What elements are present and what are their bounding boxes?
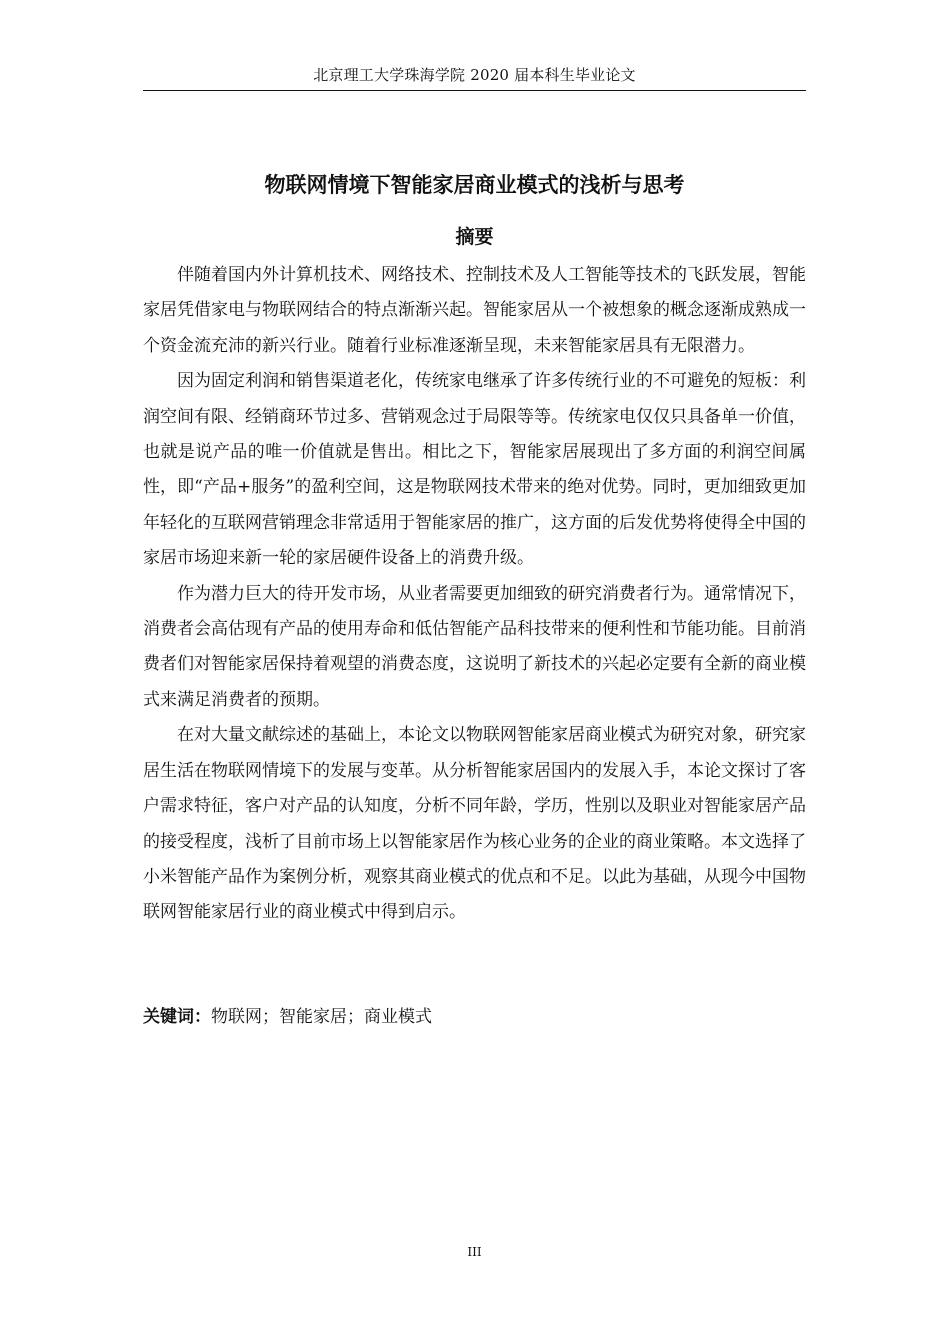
thesis-title: 物联网情境下智能家居商业模式的浅析与思考 [264,173,685,197]
keywords-value: 物联网；智能家居；商业模式 [211,1007,432,1027]
abstract-paragraph-4: 在对大量文献综述的基础上，本论文以物联网智能家居商业模式为研究对象，研究家居生活在物联网情境下的发展与变革。从分析智能家居国内的发展入手，本论文探讨了客户需求特征，客户对产品的认知度，分析不同年龄，学历，性别以及职业对智能家居产品的接受程度，浅析了目前市场上以智能家居作为核心业务的企业的商业策略。本文选择了小米智能产品作为案例分析，观察其商业模式的优点和不足。以此为基础，从现今中国物联网智能家居行业的商业模式中得到启示。 [143,725,806,923]
abstract-body [143,258,806,931]
abstract-paragraph-3: 作为潜力巨大的待开发市场，从业者需要更加细致的研究消费者行为。通常情况下，消费者会高估现有产品的使用寿命和低估智能产品科技带来的便利性和节能功能。目前消费者们对智能家居保持着观望的消费态度，这说明了新技术的兴起必定要有全新的商业模式来满足消费者的预期。 [143,583,806,710]
keywords-line [143,1002,806,1032]
header-rule [143,90,806,91]
abstract-paragraph-2: 因为固定利润和销售渠道老化，传统家电继承了许多传统行业的不可避免的短板：利润空间有限、经销商环节过多、营销观念过于局限等等。传统家电仅仅只具备单一价值，也就是说产品的唯一价值就是售出。相比之下，智能家居展现出了多方面的利润空间属性，即“产品+服务”的盈利空间，这是物联网技术带来的绝对优势。同时，更加细致更加年轻化的互联网营销理念非常适用于智能家居的推广，这方面的后发优势将使得全中国的家居市场迎来新一轮的家居硬件设备上的消费升级。 [143,371,806,569]
abstract-heading: 摘要 [455,226,494,248]
abstract-paragraph-1: 伴随着国内外计算机技术、网络技术、控制技术及人工智能等技术的飞跃发展，智能家居凭借家电与物联网结合的特点渐渐兴起。智能家居从一个被想象的概念逐渐成熟成一个资金流充沛的新兴行业。随着行业标准逐渐呈现，未来智能家居具有无限潜力。 [143,265,806,356]
page-number: III [467,1245,482,1259]
keywords-label: 关键词： [143,1007,211,1027]
running-header: 北京理工大学珠海学院 2020 届本科生毕业论文 [313,66,636,84]
